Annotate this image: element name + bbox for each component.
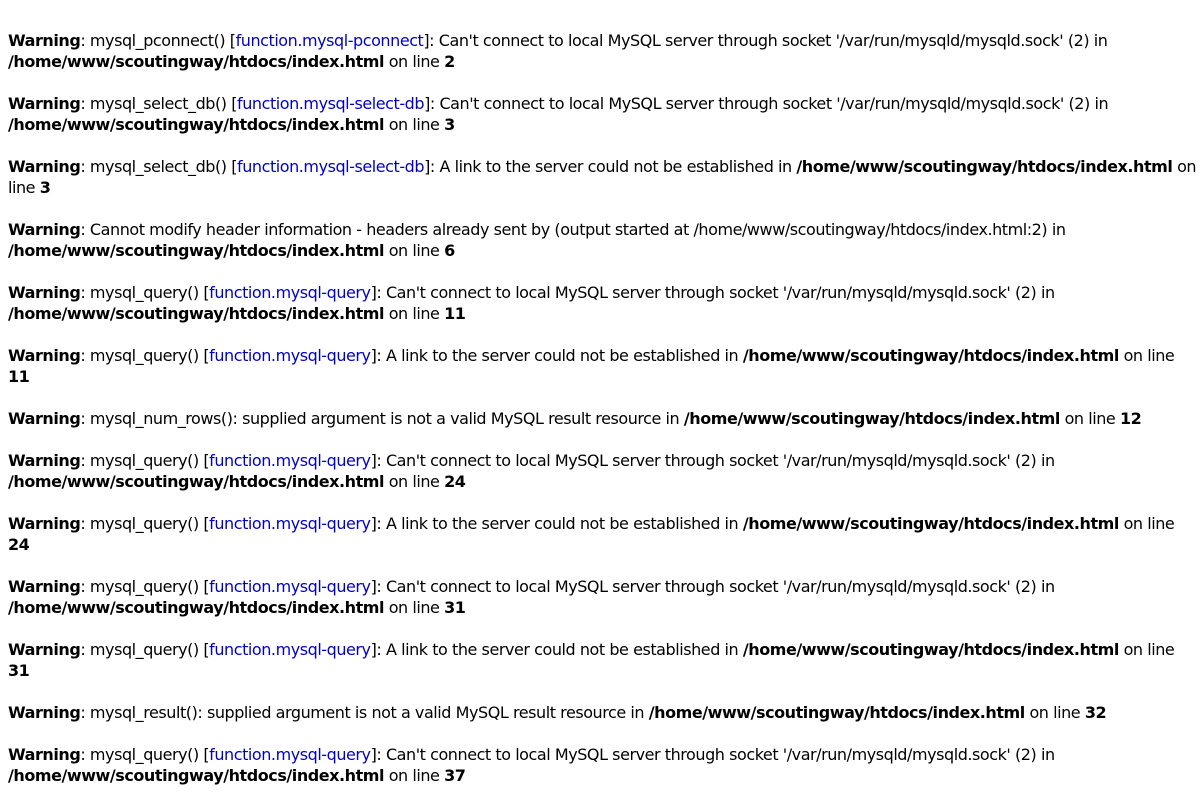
line-number: 3 bbox=[444, 115, 455, 134]
warning-message bbox=[8, 513, 1200, 555]
file-path: /home/www/scoutingway/htdocs/index.html bbox=[8, 304, 385, 323]
warning-text: ]: A link to the server could not be established in bbox=[370, 346, 743, 365]
line-number: 3 bbox=[39, 178, 51, 197]
file-path: /home/www/scoutingway/htdocs/index.html bbox=[742, 346, 1119, 365]
file-path: /home/www/scoutingway/htdocs/index.html bbox=[8, 472, 385, 491]
file-path: /home/www/scoutingway/htdocs/index.html bbox=[8, 52, 385, 71]
warning-label: Warning bbox=[8, 157, 81, 176]
warning-text: : mysql_result(): supplied argument is not a valid MySQL result resource in bbox=[80, 703, 649, 722]
function-doc-link[interactable]: function.mysql-pconnect bbox=[235, 31, 424, 50]
line-number: 11 bbox=[444, 304, 466, 323]
on-line-text: on line bbox=[384, 598, 445, 617]
on-line-text: on line bbox=[384, 766, 445, 785]
line-number: 2 bbox=[444, 52, 455, 71]
file-path: /home/www/scoutingway/htdocs/index.html bbox=[796, 157, 1173, 176]
file-path: /home/www/scoutingway/htdocs/index.html bbox=[683, 409, 1060, 428]
on-line-text: on line bbox=[384, 115, 445, 134]
on-line-text: on line bbox=[1118, 346, 1175, 365]
warning-text: ]: Can't connect to local MySQL server through socket '/var/run/mysqld/mysqld.sock' (2) in bbox=[424, 94, 1109, 113]
function-doc-link[interactable]: function.mysql-query bbox=[209, 283, 371, 302]
warning-message bbox=[8, 30, 1200, 72]
line-number: 6 bbox=[444, 241, 455, 260]
warning-message bbox=[8, 156, 1200, 198]
warning-text: : Cannot modify header information - headers already sent by (output started at /home/www/scoutingway/htdocs/index.html:2) in bbox=[80, 220, 1066, 239]
file-path: /home/www/scoutingway/htdocs/index.html bbox=[648, 703, 1025, 722]
warning-message bbox=[8, 93, 1200, 135]
warning-label: Warning bbox=[8, 283, 81, 302]
warning-prefix: : mysql_pconnect() [ bbox=[80, 31, 236, 50]
warning-text: ]: Can't connect to local MySQL server through socket '/var/run/mysqld/mysqld.sock' (2) in bbox=[370, 451, 1055, 470]
function-doc-link[interactable]: function.mysql-select-db bbox=[237, 157, 425, 176]
warning-prefix: : mysql_query() [ bbox=[80, 346, 210, 365]
function-doc-link[interactable]: function.mysql-query bbox=[209, 451, 371, 470]
warning-message bbox=[8, 219, 1200, 261]
line-number: 37 bbox=[444, 766, 466, 785]
warning-prefix: : mysql_query() [ bbox=[80, 283, 210, 302]
warning-text: ]: A link to the server could not be established in bbox=[370, 640, 743, 659]
file-path: /home/www/scoutingway/htdocs/index.html bbox=[8, 598, 385, 617]
warning-message bbox=[8, 576, 1200, 618]
file-path: /home/www/scoutingway/htdocs/index.html bbox=[742, 514, 1119, 533]
function-doc-link[interactable]: function.mysql-query bbox=[209, 640, 371, 659]
warning-label: Warning bbox=[8, 514, 81, 533]
warning-message bbox=[8, 408, 1200, 429]
warning-prefix: : mysql_query() [ bbox=[80, 577, 210, 596]
warning-label: Warning bbox=[8, 220, 81, 239]
warning-text: ]: Can't connect to local MySQL server through socket '/var/run/mysqld/mysqld.sock' (2) in bbox=[370, 577, 1055, 596]
on-line-text: on line bbox=[384, 241, 445, 260]
warning-message bbox=[8, 282, 1200, 324]
warning-message bbox=[8, 744, 1200, 786]
warning-label: Warning bbox=[8, 409, 81, 428]
function-doc-link[interactable]: function.mysql-query bbox=[209, 346, 371, 365]
file-path: /home/www/scoutingway/htdocs/index.html bbox=[8, 115, 385, 134]
warning-message bbox=[8, 702, 1200, 723]
line-number: 31 bbox=[8, 661, 30, 680]
on-line-text: on line bbox=[1024, 703, 1085, 722]
warning-label: Warning bbox=[8, 94, 81, 113]
file-path: /home/www/scoutingway/htdocs/index.html bbox=[8, 241, 385, 260]
file-path: /home/www/scoutingway/htdocs/index.html bbox=[8, 766, 385, 785]
warning-label: Warning bbox=[8, 451, 81, 470]
warning-prefix: : mysql_select_db() [ bbox=[80, 94, 238, 113]
warning-label: Warning bbox=[8, 31, 81, 50]
on-line-text: on line bbox=[1059, 409, 1120, 428]
warning-text: ]: Can't connect to local MySQL server through socket '/var/run/mysqld/mysqld.sock' (2) in bbox=[423, 31, 1108, 50]
warning-prefix: : mysql_query() [ bbox=[80, 514, 210, 533]
line-number: 32 bbox=[1084, 703, 1107, 722]
function-doc-link[interactable]: function.mysql-query bbox=[209, 577, 371, 596]
line-number: 24 bbox=[8, 535, 30, 554]
function-doc-link[interactable]: function.mysql-select-db bbox=[237, 94, 425, 113]
function-doc-link[interactable]: function.mysql-query bbox=[209, 745, 371, 764]
warning-prefix: : mysql_query() [ bbox=[80, 745, 210, 764]
warning-text: ]: Can't connect to local MySQL server through socket '/var/run/mysqld/mysqld.sock' (2) in bbox=[370, 283, 1055, 302]
warning-text: ]: A link to the server could not be established in bbox=[370, 514, 743, 533]
line-number: 12 bbox=[1119, 409, 1142, 428]
function-doc-link[interactable]: function.mysql-query bbox=[209, 514, 371, 533]
warning-label: Warning bbox=[8, 745, 81, 764]
line-number: 31 bbox=[444, 598, 466, 617]
warning-prefix: : mysql_select_db() [ bbox=[80, 157, 238, 176]
warning-text: ]: Can't connect to local MySQL server through socket '/var/run/mysqld/mysqld.sock' (2) in bbox=[370, 745, 1055, 764]
warning-text: ]: A link to the server could not be established in bbox=[424, 157, 797, 176]
warning-message bbox=[8, 345, 1200, 387]
warning-text: : mysql_num_rows(): supplied argument is not a valid MySQL result resource in bbox=[80, 409, 684, 428]
on-line-text: on line bbox=[1118, 640, 1175, 659]
warning-message bbox=[8, 450, 1200, 492]
line-number: 24 bbox=[444, 472, 466, 491]
on-line-text: on line bbox=[1118, 514, 1175, 533]
line-number: 11 bbox=[8, 367, 30, 386]
warning-message bbox=[8, 639, 1200, 681]
warning-label: Warning bbox=[8, 577, 81, 596]
warning-label: Warning bbox=[8, 640, 81, 659]
file-path: /home/www/scoutingway/htdocs/index.html bbox=[742, 640, 1119, 659]
on-line-text: on line bbox=[8, 157, 1197, 197]
warning-prefix: : mysql_query() [ bbox=[80, 640, 210, 659]
warning-prefix: : mysql_query() [ bbox=[80, 451, 210, 470]
warning-label: Warning bbox=[8, 346, 81, 365]
warning-label: Warning bbox=[8, 703, 81, 722]
php-warnings-list bbox=[8, 30, 1200, 807]
on-line-text: on line bbox=[384, 52, 445, 71]
on-line-text: on line bbox=[384, 472, 445, 491]
on-line-text: on line bbox=[384, 304, 445, 323]
